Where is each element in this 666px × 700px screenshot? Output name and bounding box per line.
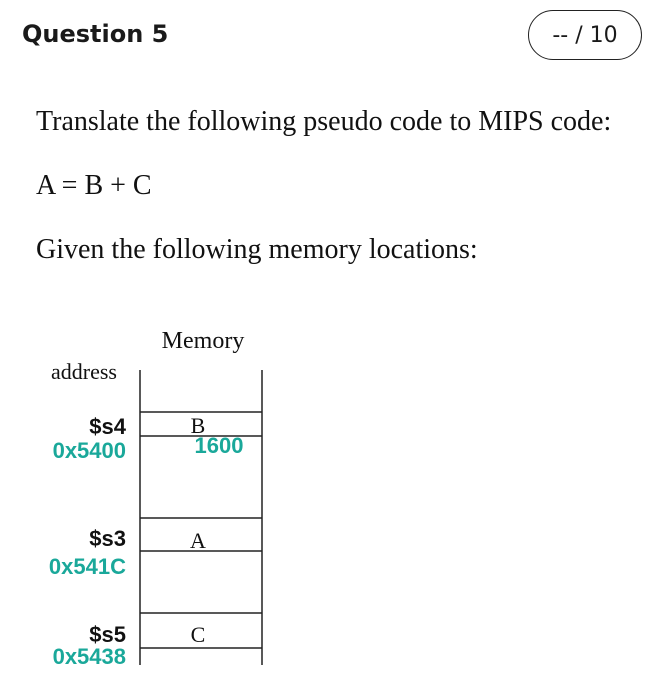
address-label: address bbox=[51, 359, 117, 384]
cell-b-variable: B bbox=[190, 413, 206, 438]
memory-intro-text: Given the following memory locations: bbox=[36, 234, 478, 265]
address-0x5438: 0x5438 bbox=[52, 644, 126, 669]
register-s3: $s3 bbox=[89, 526, 126, 551]
pseudo-code-text: A = B + C bbox=[36, 170, 152, 201]
register-s5: $s5 bbox=[89, 622, 126, 647]
cell-c-variable: C bbox=[190, 622, 206, 647]
memory-label: Memory bbox=[161, 328, 245, 354]
instruction-text: Translate the following pseudo code to MIPS code: bbox=[36, 106, 612, 137]
register-s4: $s4 bbox=[89, 414, 126, 439]
address-0x541c: 0x541C bbox=[48, 554, 126, 579]
cell-a-variable: A bbox=[190, 528, 206, 553]
address-0x5400: 0x5400 bbox=[52, 438, 126, 463]
memory-diagram bbox=[0, 300, 666, 680]
score-badge: -- / 10 bbox=[528, 10, 642, 60]
question-title: Question 5 bbox=[22, 20, 169, 48]
cell-b-value: 1600 bbox=[194, 433, 244, 458]
